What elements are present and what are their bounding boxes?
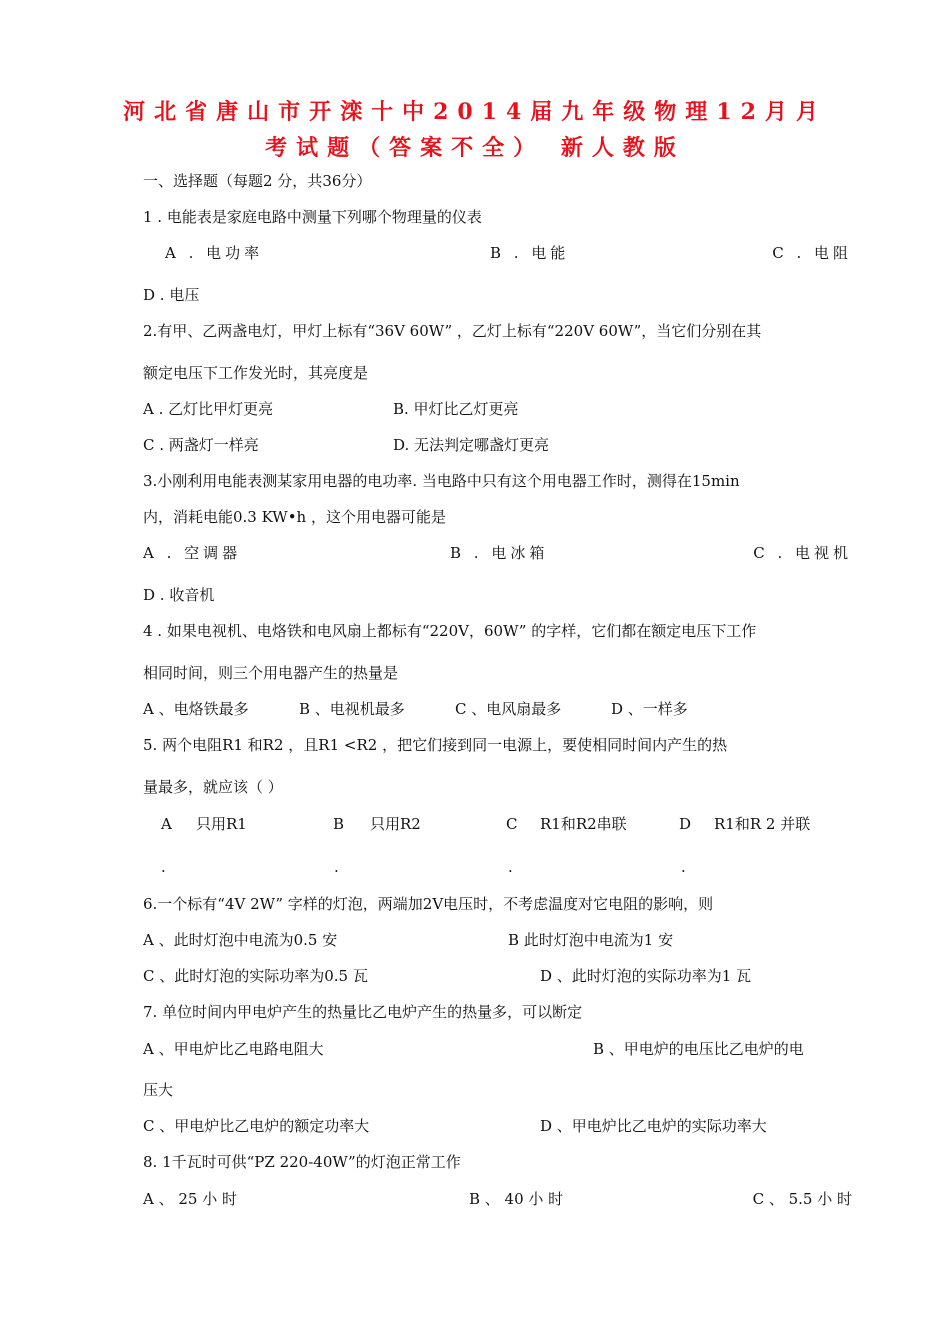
question-4-option-b: B 、电视机最多 [299, 700, 405, 718]
question-6-option-c: C 、此时灯泡的实际功率为0.5 瓦 [143, 967, 368, 985]
question-3-stem-line2: 内，消耗电能0.3 KW•h ，这个用电器可能是 [143, 508, 446, 526]
question-7-option-b: B 、甲电炉的电压比乙电炉的电 [593, 1040, 804, 1058]
question-1-option-c: C . 电阻 [772, 244, 852, 262]
question-5-stem-line1: 5. 两个电阻R1 和R2 ，且R1 <R2 ，把它们接到同一电源上，要使相同时间内产生的热 [143, 736, 728, 754]
question-6-option-d: D 、此时灯泡的实际功率为1 瓦 [540, 967, 752, 985]
question-7-option-b-continued: 压大 [143, 1081, 174, 1099]
question-2-option-a: A . 乙灯比甲灯更亮 [143, 400, 274, 418]
question-5-option-b-dot: . [334, 858, 339, 876]
question-5-option-a-dot: . [161, 858, 166, 876]
question-5-option-c-dot: . [508, 858, 513, 876]
question-2-option-c: C . 两盏灯一样亮 [143, 436, 259, 454]
question-7-option-c: C 、甲电炉比乙电炉的额定功率大 [143, 1117, 370, 1135]
question-4-stem-line1: 4 . 如果电视机、电烙铁和电风扇上都标有“220V，60W” 的字样，它们都在额定电压下工作 [143, 622, 757, 640]
question-3-option-c: C . 电视机 [753, 544, 852, 562]
question-1-option-a: A . 电功率 [165, 244, 264, 262]
question-5-option-d: R1和R 2 并联 [714, 815, 811, 833]
question-2-option-b: B. 甲灯比乙灯更亮 [393, 400, 519, 418]
question-2-option-d: D. 无法判定哪盏灯更亮 [393, 436, 550, 454]
question-5-option-a: 只用R1 [196, 815, 247, 833]
question-5-option-d-dot: . [681, 858, 686, 876]
question-8-option-b: B 、 40 小 时 [469, 1190, 564, 1208]
question-4-option-c: C 、电风扇最多 [455, 700, 562, 718]
question-6-option-b: B 此时灯泡中电流为1 安 [508, 931, 674, 949]
question-5-option-b-letter: B [333, 815, 345, 833]
question-5-option-c: R1和R2串联 [540, 815, 627, 833]
question-8-option-a: A 、 25 小 时 [143, 1190, 237, 1208]
question-3-option-d: D . 收音机 [143, 586, 215, 604]
question-1-option-b: B . 电能 [490, 244, 570, 262]
section-heading: 一、选择题（每题2 分，共36分） [143, 172, 372, 190]
question-5-option-b: 只用R2 [370, 815, 421, 833]
question-5-option-a-letter: A [161, 815, 172, 833]
question-8-stem: 8. 1千瓦时可供“PZ 220-40W”的灯泡正常工作 [143, 1153, 461, 1171]
question-7-stem: 7. 单位时间内甲电炉产生的热量比乙电炉产生的热量多，可以断定 [143, 1003, 583, 1021]
question-4-option-d: D 、一样多 [611, 700, 688, 718]
document-title-line2: 考试题（答案不全） 新人教版 [265, 135, 685, 161]
question-5-option-d-letter: D [679, 815, 692, 833]
question-7-option-a: A 、甲电炉比乙电路电阻大 [143, 1040, 324, 1058]
question-3-option-a: A . 空调器 [143, 544, 242, 562]
question-1-stem: 1 . 电能表是家庭电路中测量下列哪个物理量的仪表 [143, 208, 482, 226]
question-5-option-c-letter: C [506, 815, 518, 833]
document-title-line1: 河北省唐山市开滦十中2014届九年级物理12月月 [123, 99, 827, 125]
question-4-option-a: A 、电烙铁最多 [143, 700, 249, 718]
question-3-stem-line1: 3.小刚利用电能表测某家用电器的电功率. 当电路中只有这个用电器工作时，测得在15min [143, 472, 740, 490]
question-6-option-a: A 、此时灯泡中电流为0.5 安 [143, 931, 338, 949]
question-3-option-b: B . 电冰箱 [450, 544, 549, 562]
question-7-option-d: D 、甲电炉比乙电炉的实际功率大 [540, 1117, 767, 1135]
question-4-stem-line2: 相同时间，则三个用电器产生的热量是 [143, 664, 399, 682]
question-6-stem: 6.一个标有“4V 2W” 字样的灯泡，两端加2V电压时，不考虑温度对它电阻的影响，则 [143, 895, 714, 913]
question-2-stem-line1: 2.有甲、乙两盏电灯，甲灯上标有“36V 60W” ，乙灯上标有“220V 60W”，当它们分别在其 [143, 322, 762, 340]
question-8-option-c: C 、 5.5 小 时 [752, 1190, 852, 1208]
question-2-stem-line2: 额定电压下工作发光时，其亮度是 [143, 364, 369, 382]
question-5-stem-line2: 量最多，就应该（ ） [143, 778, 283, 796]
question-1-option-d: D . 电压 [143, 286, 200, 304]
